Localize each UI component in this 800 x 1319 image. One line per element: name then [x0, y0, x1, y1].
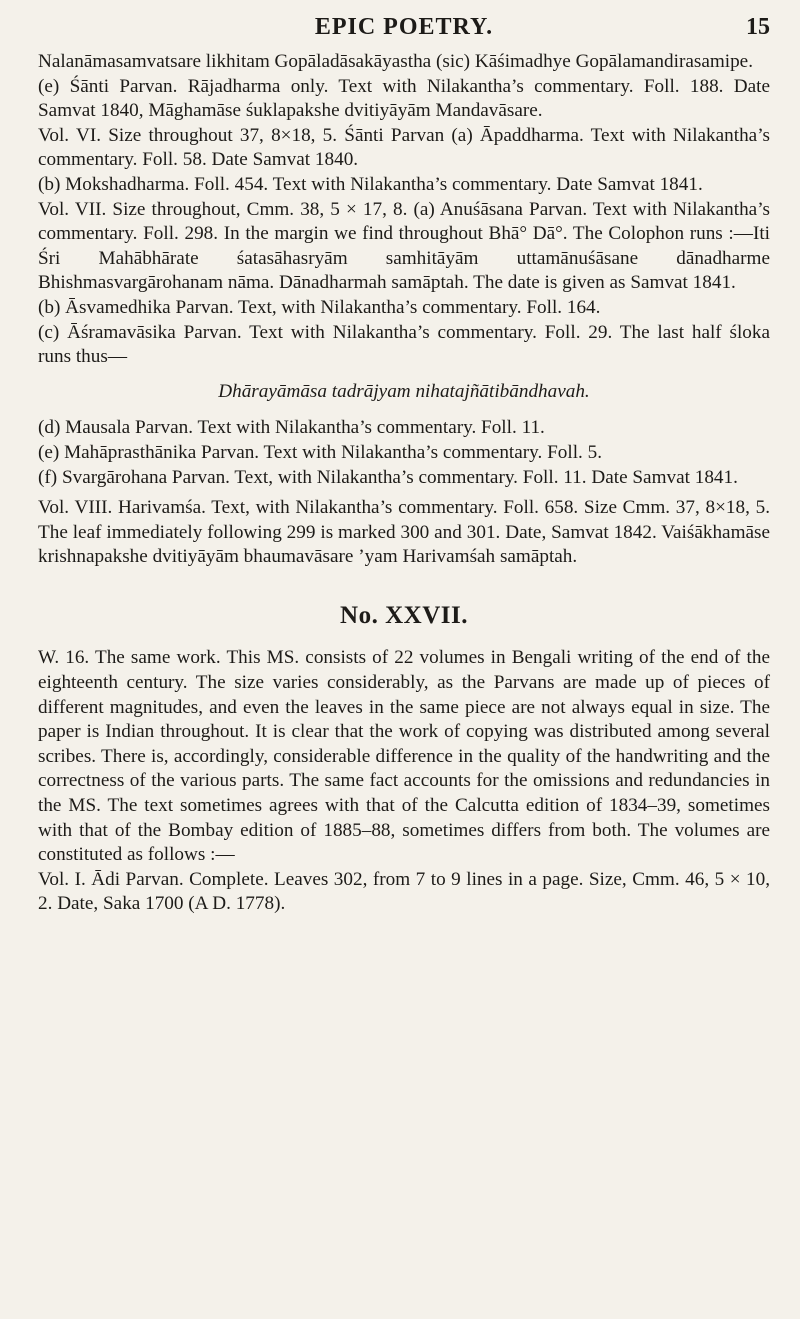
body-text [38, 50, 770, 917]
page-header [38, 0, 770, 50]
paragraph: Vol. VIII. Harivamśa. Text, with Nilakantha’s commentary. Foll. 658. Size Cmm. 37, 8×18, 5. The leaf immediately following 299 is marked 300 and 301. Date, Samvat 1842. Vaiśākhamāse krishnapakshe dvitiyāyām bhaumavāsare ’yam Harivamśah samāptah. [38, 497, 770, 568]
verse-line: Dhārayāmāsa tadrājyam nihatajñātibāndhavah. [218, 380, 590, 402]
paragraph: (b) Mokshadharma. Foll. 454. Text with Nilakantha’s commentary. Date Samvat 1841. [38, 173, 703, 195]
page-number: 15 [746, 14, 770, 40]
paragraph: Vol. I. Ādi Parvan. Complete. Leaves 302, from 7 to 9 lines in a page. Size, Cmm. 46, 5 × 10, 2. Date, Saka 1700 (A D. 1778). [38, 868, 770, 915]
paragraph: Vol. VI. Size throughout 37, 8×18, 5. Śānti Parvan (a) Āpaddharma. Text with Nilakantha’s commentary. Foll. 58. Date Samvat 1840. [38, 124, 770, 171]
running-title: EPIC POETRY. [314, 14, 494, 40]
paragraph: (c) Āśramavāsika Parvan. Text with Nilakantha’s commentary. Foll. 29. The last half śloka runs thus— [38, 321, 770, 368]
paragraph: (d) Mausala Parvan. Text with Nilakantha’s commentary. Foll. 11. [38, 417, 545, 439]
paragraph: W. 16. The same work. This MS. consists of 22 volumes in Bengali writing of the end of the eighteenth century. The size varies considerably, as the Parvans are made up of pieces of different magnitudes, and even the leaves in the same piece are not always equal in size. The paper is Indian throughout. It is clear that the work of copying was distributed among several scribes. There is, accordingly, considerable difference in the quality of the handwriting and the correctness of the various parts. The same fact accounts for the omissions and redundancies in the MS. The text sometimes agrees with that of the Calcutta edition of 1834–39, sometimes with that of the Bombay edition of 1885–88, sometimes differs from both. The volumes are constituted as follows :— [38, 647, 770, 866]
section-heading: No. XXVII. [340, 601, 468, 629]
paragraph: (e) Mahāprasthānika Parvan. Text with Nilakantha’s commentary. Foll. 5. [38, 441, 603, 463]
paragraph: (b) Āsvamedhika Parvan. Text, with Nilakantha’s commentary. Foll. 164. [38, 296, 601, 318]
paragraph: Nalanāmasamvatsare likhitam Gopāladāsakāyastha (sic) Kāśimadhye Gopālamandirasamipe. [38, 51, 753, 72]
paragraph: (f) Svargārohana Parvan. Text, with Nilakantha’s commentary. Foll. 11. Date Samvat 1841. [38, 466, 738, 488]
paragraph: Vol. VII. Size throughout, Cmm. 38, 5 × 17, 8. (a) Anuśāsana Parvan. Text with Nilakantha’s commentary. Foll. 298. In the margin we find throughout Bhā° Dā°. The Colophon runs :—Iti Śri Mahābhārate śatasāhasryām samhitāyām uttamānuśāsane dānadharme Bhishmasvargārohanam nāma. Dānadharmah samāptah. The date is given as Samvat 1841. [38, 198, 770, 294]
paragraph: (e) Śānti Parvan. Rājadharma only. Text with Nilakantha’s commentary. Foll. 188. Date Samvat 1840, Māghamāse śuklapakshe dvitiyāyām Mandavāsare. [38, 75, 770, 122]
